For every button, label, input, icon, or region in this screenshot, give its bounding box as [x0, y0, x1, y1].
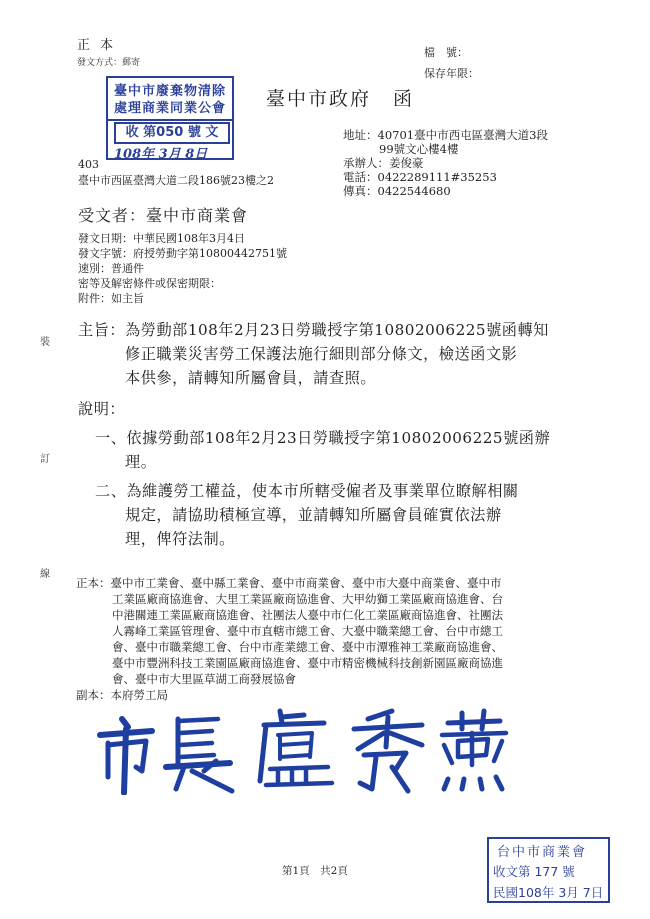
distribution-list: [76, 575, 503, 703]
explanation-label: 說明：: [78, 400, 126, 418]
issuing-org: 臺中市政府: [266, 88, 372, 110]
explanation-item2-line2: 規定，請協助積極宣導，並請轉知所屬會員確實依法辦: [125, 506, 502, 524]
receipt-stamp-line1: 臺中市廢棄物清除: [113, 84, 226, 99]
copy-mark: 正本: [77, 38, 124, 53]
binding-mark-mid: 訂: [40, 454, 50, 465]
document-title: [266, 84, 414, 111]
binding-mark-top: 裝: [40, 337, 50, 348]
bottom-stamp-line3: 民國108年 3月 7日: [493, 885, 604, 900]
receipt-stamp-line2: 處理商業同業公會: [108, 97, 232, 121]
explanation-item2-line1: 二、為維護勞工權益，使本市所轄受僱者及事業單位瞭解相關: [95, 482, 519, 500]
sender-address: 臺中市西區臺灣大道二段186號23樓之2: [78, 174, 274, 187]
explanation-item1-line1: 一、依據勞動部108年2月23日勞職授字第10802006225號函辦: [95, 429, 551, 447]
file-number-label: 檔 號：: [424, 46, 468, 59]
distribution-line-4: 人霧峰工業區管理會、臺中市直轄市總工會、大臺中職業總工會、台中市總工: [112, 624, 503, 638]
bottom-stamp-line1: 台中市商業會: [497, 845, 588, 860]
bottom-stamp-line2: 收文第 177 號: [493, 864, 575, 879]
receipt-stamp: [106, 76, 234, 160]
contact-address-2: 99號文心樓4樓: [379, 142, 459, 156]
distribution-line-1: 正本：臺中市工業會、臺中縣工業會、臺中市商業會、臺中市大臺中商業會、臺中市: [76, 576, 502, 590]
distribution-line-2: 工業區廠商協進會、大里工業區廠商協進會、大甲幼獅工業區廠商協進會、台: [112, 592, 503, 606]
send-method: 發文方式：郵寄: [77, 58, 141, 68]
receipt-stamp-date: 108年 3月 8日: [114, 147, 208, 162]
contact-handler: 承辦人：姜俊豪: [343, 156, 424, 170]
subject-line-3: 本供參，請轉知所屬會員，請查照。: [125, 369, 376, 387]
issue-date: 發文日期：中華民國108年3月4日: [78, 232, 245, 245]
mayor-signature: [92, 705, 512, 795]
retention-label: 保存年限：: [424, 67, 479, 80]
distribution-line-5: 會、臺中市職業總工會、台中市產業總工會、臺中市潭雅神工業廠商協進會、: [112, 640, 503, 654]
contact-fax: 傳真：0422544680: [343, 184, 451, 198]
copy-recipient: 副本：本府勞工局: [76, 688, 168, 702]
contact-block: [343, 128, 548, 198]
explanation-item2-line3: 理，俾符法制。: [125, 530, 235, 548]
binding-mark-bottom: 線: [40, 569, 50, 580]
distribution-line-3: 中港關連工業區廠商協進會、社團法人臺中市仁化工業區廠商協進會、社團法: [112, 608, 503, 622]
document-type: 函: [393, 88, 415, 110]
speed-class: 速別：普通件: [78, 262, 144, 275]
distribution-line-6: 臺中市豐洲科技工業園區廠商協進會、臺中市精密機械科技創新園區廠商協進: [112, 656, 503, 670]
issue-number: 發文字號：府授勞動字第10800442751號: [78, 247, 287, 260]
recipient: 受文者：臺中市商業會: [78, 206, 249, 225]
contact-address-1: 地址：40701臺中市西屯區臺灣大道3段: [343, 128, 548, 142]
page-number: 第1頁 共2頁: [282, 865, 348, 877]
distribution-line-7: 會、臺中市大里區草湖工商發展協會: [112, 672, 296, 686]
contact-phone: 電話：0422289111#35253: [343, 170, 497, 184]
explanation-item1-line2: 理。: [125, 453, 157, 471]
document-meta: [78, 231, 287, 306]
sender-postal-code: 403: [78, 158, 99, 171]
secrecy-level: 密等及解密條件或保密期限：: [78, 277, 221, 290]
attachment: 附件：如主旨: [78, 292, 144, 305]
receipt-stamp-bottom: [487, 837, 610, 903]
subject-line-2: 修正職業災害勞工保護法施行細則部分條文，檢送函文影: [125, 345, 518, 363]
subject-line-1: 主旨：為勞動部108年2月23日勞職授字第10802006225號函轉知: [78, 321, 549, 339]
receipt-stamp-number: 收 第050 號 文: [114, 122, 230, 144]
